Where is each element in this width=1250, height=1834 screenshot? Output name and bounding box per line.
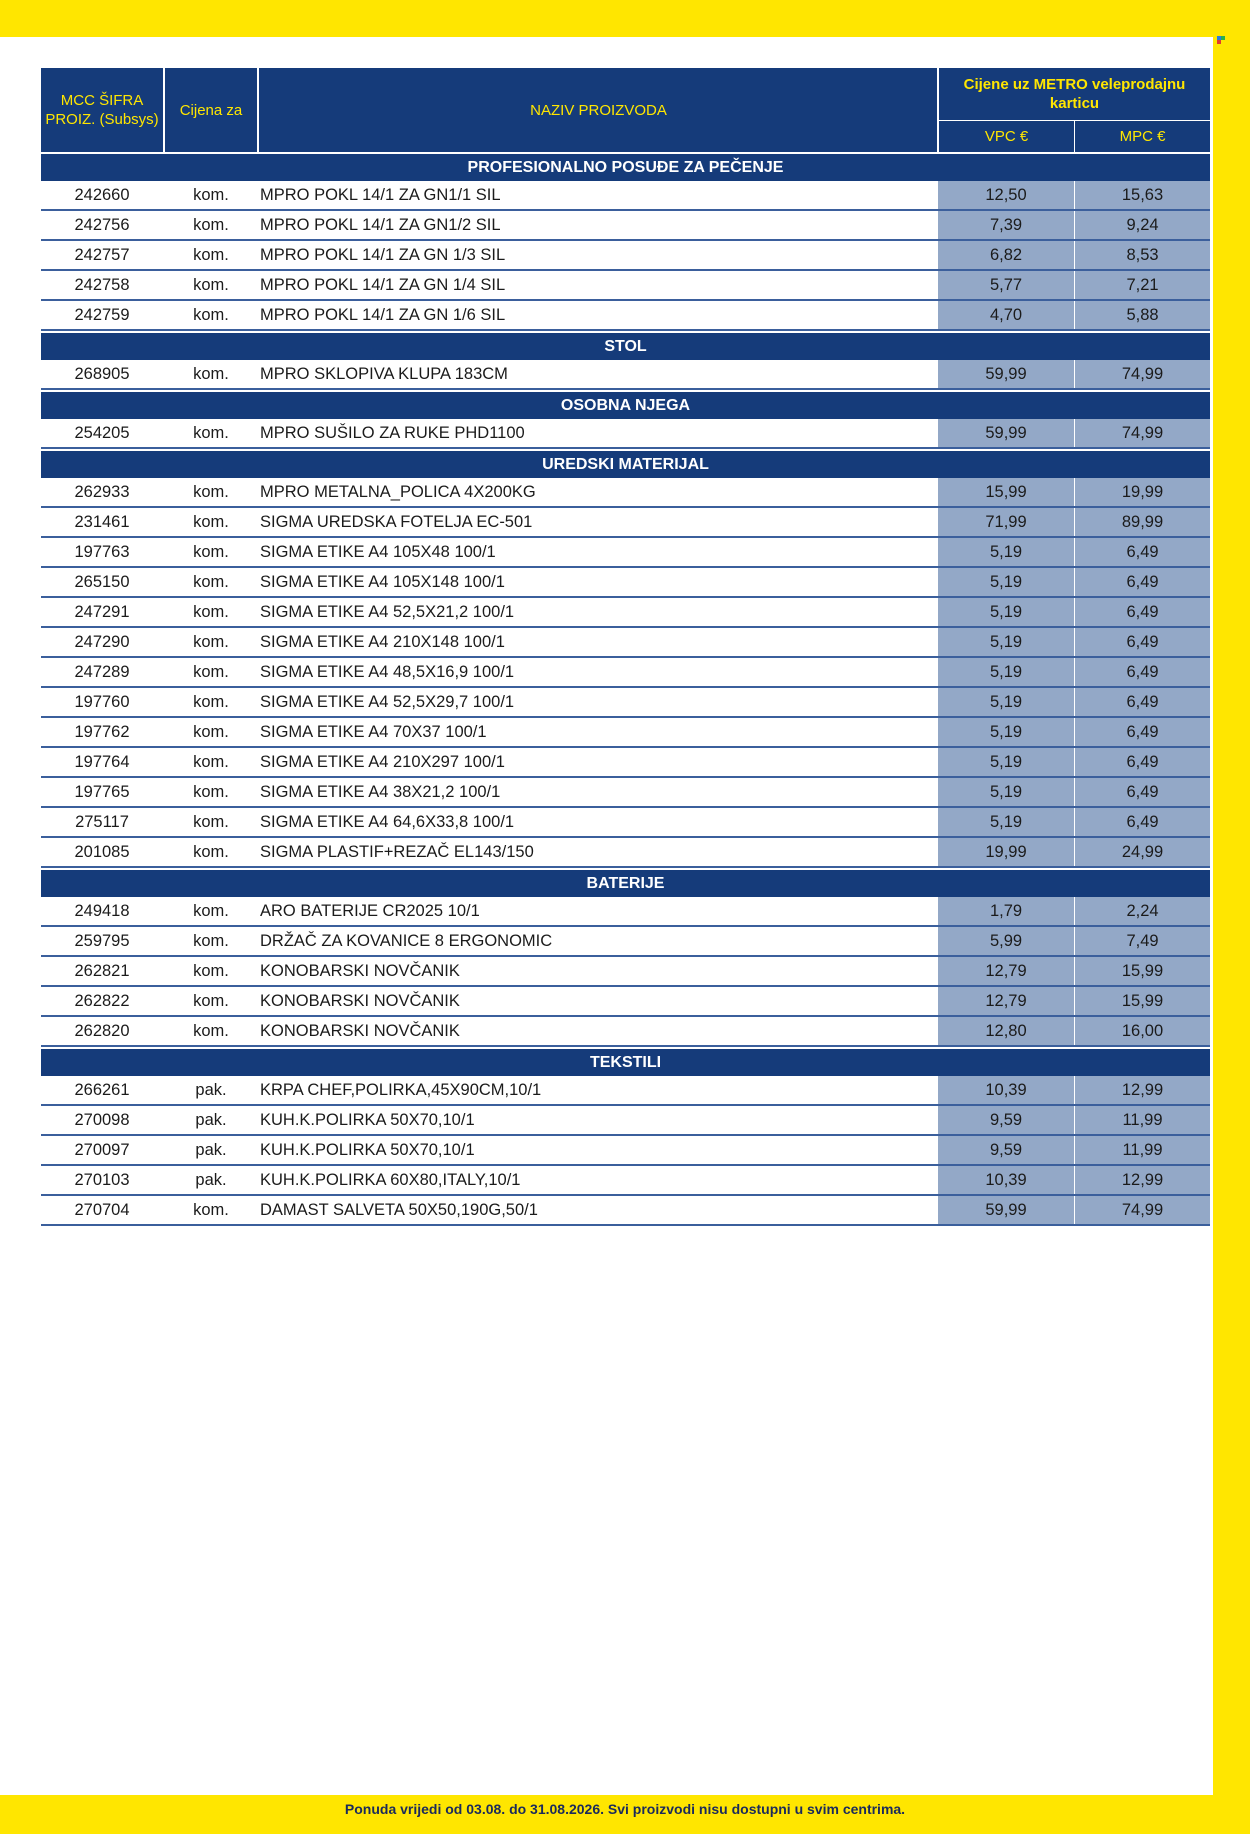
price-unit: pak.: [195, 1111, 227, 1129]
table-row: [41, 478, 1210, 508]
table-row: [41, 1076, 1210, 1106]
price-unit: kom.: [193, 693, 229, 711]
table-row: [41, 1166, 1210, 1196]
product-name: SIGMA ETIKE A4 52,5X21,2 100/1: [260, 603, 515, 621]
price-mpc: 5,88: [1075, 301, 1210, 329]
price-vpc: 5,19: [938, 748, 1074, 776]
product-code: 197762: [74, 723, 130, 741]
price-unit: kom.: [193, 843, 229, 861]
table-row: [41, 538, 1210, 568]
product-name: DRŽAČ ZA KOVANICE 8 ERGONOMIC: [260, 932, 553, 950]
table-row: [41, 897, 1210, 927]
product-code: 259795: [74, 932, 130, 950]
price-unit: kom.: [193, 753, 229, 771]
product-code: 197764: [74, 753, 130, 771]
price-mpc: 15,63: [1075, 181, 1210, 209]
table-row: [41, 241, 1210, 271]
price-vpc: 12,79: [938, 957, 1074, 985]
price-mpc: 19,99: [1075, 478, 1210, 506]
price-unit: kom.: [193, 573, 229, 591]
product-name: KUH.K.POLIRKA 50X70,10/1: [260, 1111, 475, 1129]
table-row: [41, 688, 1210, 718]
price-unit: kom.: [193, 483, 229, 501]
price-mpc: 9,24: [1075, 211, 1210, 239]
product-name: SIGMA ETIKE A4 38X21,2 100/1: [260, 783, 501, 801]
price-mpc: 15,99: [1075, 987, 1210, 1015]
product-code: 266261: [74, 1081, 130, 1099]
price-unit: pak.: [195, 1141, 227, 1159]
price-mpc: 8,53: [1075, 241, 1210, 269]
corner-color-mark: [1217, 36, 1225, 42]
table-row: [41, 957, 1210, 987]
price-mpc: 6,49: [1075, 598, 1210, 626]
table-row: [41, 718, 1210, 748]
product-name: MPRO METALNA_POLICA 4X200KG: [260, 483, 536, 501]
header-mpc: MPC €: [1119, 127, 1166, 145]
product-name: KONOBARSKI NOVČANIK: [260, 1022, 460, 1040]
price-vpc: 5,19: [938, 598, 1074, 626]
price-mpc: 6,49: [1075, 688, 1210, 716]
price-vpc: 4,70: [938, 301, 1074, 329]
product-code: 265150: [74, 573, 130, 591]
price-unit: kom.: [193, 663, 229, 681]
product-code: 247290: [74, 633, 130, 651]
section-header: [41, 154, 1210, 181]
product-name: SIGMA ETIKE A4 52,5X29,7 100/1: [260, 693, 515, 711]
section-title: BATERIJE: [586, 875, 665, 892]
price-vpc: 12,80: [938, 1017, 1074, 1045]
price-vpc: 71,99: [938, 508, 1074, 536]
price-vpc: 1,79: [938, 897, 1074, 925]
table-row: [41, 748, 1210, 778]
table-row: [41, 271, 1210, 301]
table-row: [41, 419, 1210, 449]
product-code: 262821: [74, 962, 130, 980]
product-name: SIGMA ETIKE A4 105X48 100/1: [260, 543, 496, 561]
price-unit: kom.: [193, 306, 229, 324]
table-row: [41, 301, 1210, 331]
price-vpc: 5,19: [938, 568, 1074, 596]
footer-note: Ponuda vrijedi od 03.08. do 31.08.2026. Svi proizvodi nisu dostupni u svim centrima.: [344, 1801, 906, 1817]
price-vpc: 12,79: [938, 987, 1074, 1015]
table-row: [41, 987, 1210, 1017]
price-unit: kom.: [193, 365, 229, 383]
table-row: [41, 211, 1210, 241]
price-vpc: 10,39: [938, 1166, 1074, 1194]
price-mpc: 6,49: [1075, 658, 1210, 686]
price-mpc: 6,49: [1075, 718, 1210, 746]
price-mpc: 2,24: [1075, 897, 1210, 925]
header-name: NAZIV PROIZVODA: [530, 101, 667, 119]
table-row: [41, 658, 1210, 688]
table-row: [41, 181, 1210, 211]
table-row: [41, 360, 1210, 390]
product-name: KRPA CHEF,POLIRKA,45X90CM,10/1: [260, 1081, 542, 1099]
table-row: [41, 568, 1210, 598]
product-code: 270704: [74, 1201, 130, 1219]
product-code: 242759: [74, 306, 130, 324]
price-vpc: 6,82: [938, 241, 1074, 269]
section-header: [41, 392, 1210, 419]
price-unit: kom.: [193, 723, 229, 741]
section-title: PROFESIONALNO POSUĐE ZA PEČENJE: [467, 159, 784, 176]
price-vpc: 9,59: [938, 1136, 1074, 1164]
price-unit: kom.: [193, 186, 229, 204]
price-unit: kom.: [193, 902, 229, 920]
section-header: [41, 451, 1210, 478]
price-mpc: 24,99: [1075, 838, 1210, 866]
product-code: 197763: [74, 543, 130, 561]
product-name: MPRO POKL 14/1 ZA GN1/1 SIL: [260, 186, 501, 204]
section-title: UREDSKI MATERIJAL: [542, 456, 709, 473]
price-mpc: 6,49: [1075, 628, 1210, 656]
price-mpc: 74,99: [1075, 360, 1210, 388]
price-mpc: 7,21: [1075, 271, 1210, 299]
price-vpc: 15,99: [938, 478, 1074, 506]
product-code: 268905: [74, 365, 130, 383]
product-code: 242758: [74, 276, 130, 294]
section-title: STOL: [604, 338, 647, 355]
price-table: [41, 68, 1210, 1226]
table-row: [41, 598, 1210, 628]
product-name: MPRO POKL 14/1 ZA GN1/2 SIL: [260, 216, 501, 234]
price-mpc: 7,49: [1075, 927, 1210, 955]
section-title: OSOBNA NJEGA: [560, 397, 691, 414]
right-yellow-bar: [1213, 0, 1250, 1834]
product-name: MPRO POKL 14/1 ZA GN 1/4 SIL: [260, 276, 506, 294]
product-name: KUH.K.POLIRKA 50X70,10/1: [260, 1141, 475, 1159]
table-row: [41, 508, 1210, 538]
top-yellow-bar: [0, 0, 1250, 37]
product-name: MPRO POKL 14/1 ZA GN 1/6 SIL: [260, 306, 506, 324]
price-mpc: 74,99: [1075, 419, 1210, 447]
header-vpc: VPC €: [984, 127, 1029, 145]
price-mpc: 74,99: [1075, 1196, 1210, 1224]
product-name: SIGMA ETIKE A4 105X148 100/1: [260, 573, 505, 591]
product-code: 249418: [74, 902, 130, 920]
price-vpc: 5,19: [938, 658, 1074, 686]
product-name: SIGMA ETIKE A4 210X148 100/1: [260, 633, 505, 651]
product-code: 201085: [74, 843, 130, 861]
price-vpc: 5,19: [938, 538, 1074, 566]
section-header: [41, 333, 1210, 360]
product-name: ARO BATERIJE CR2025 10/1: [260, 902, 480, 920]
product-name: SIGMA ETIKE A4 70X37 100/1: [260, 723, 487, 741]
price-vpc: 59,99: [938, 360, 1074, 388]
price-unit: kom.: [193, 424, 229, 442]
price-mpc: 12,99: [1075, 1166, 1210, 1194]
product-name: SIGMA PLASTIF+REZAČ EL143/150: [260, 843, 534, 861]
product-code: 242660: [74, 186, 130, 204]
price-vpc: 59,99: [938, 419, 1074, 447]
product-code: 270098: [74, 1111, 130, 1129]
price-unit: kom.: [193, 246, 229, 264]
price-vpc: 5,19: [938, 808, 1074, 836]
product-code: 242757: [74, 246, 130, 264]
product-name: MPRO SKLOPIVA KLUPA 183CM: [260, 365, 508, 383]
price-vpc: 5,99: [938, 927, 1074, 955]
price-mpc: 6,49: [1075, 568, 1210, 596]
header-prices-group: Cijene uz METRO veleprodajnu karticu: [963, 76, 1186, 112]
product-code: 247291: [74, 603, 130, 621]
table-header: [41, 68, 1210, 152]
product-name: SIGMA ETIKE A4 64,6X33,8 100/1: [260, 813, 515, 831]
table-row: [41, 808, 1210, 838]
table-row: [41, 628, 1210, 658]
price-vpc: 5,19: [938, 628, 1074, 656]
product-code: 197760: [74, 693, 130, 711]
price-mpc: 15,99: [1075, 957, 1210, 985]
price-unit: kom.: [193, 783, 229, 801]
product-name: MPRO POKL 14/1 ZA GN 1/3 SIL: [260, 246, 506, 264]
product-code: 275117: [75, 813, 129, 831]
price-mpc: 6,49: [1075, 808, 1210, 836]
product-name: MPRO SUŠILO ZA RUKE PHD1100: [260, 424, 525, 442]
price-mpc: 6,49: [1075, 778, 1210, 806]
table-body: [41, 154, 1210, 1226]
price-unit: kom.: [193, 513, 229, 531]
price-unit: kom.: [193, 932, 229, 950]
product-code: 262933: [74, 483, 130, 501]
product-name: KONOBARSKI NOVČANIK: [260, 992, 460, 1010]
table-row: [41, 1106, 1210, 1136]
price-vpc: 7,39: [938, 211, 1074, 239]
price-mpc: 89,99: [1075, 508, 1210, 536]
price-unit: kom.: [193, 276, 229, 294]
product-name: SIGMA ETIKE A4 48,5X16,9 100/1: [260, 663, 515, 681]
product-code: 262820: [74, 1022, 130, 1040]
price-mpc: 12,99: [1075, 1076, 1210, 1104]
product-name: KONOBARSKI NOVČANIK: [260, 962, 460, 980]
product-code: 270097: [74, 1141, 130, 1159]
product-code: 197765: [74, 783, 130, 801]
price-unit: kom.: [193, 1022, 229, 1040]
price-unit: kom.: [193, 992, 229, 1010]
price-mpc: 6,49: [1075, 538, 1210, 566]
product-name: KUH.K.POLIRKA 60X80,ITALY,10/1: [260, 1171, 521, 1189]
table-row: [41, 778, 1210, 808]
product-code: 270103: [74, 1171, 130, 1189]
price-unit: kom.: [193, 962, 229, 980]
price-vpc: 12,50: [938, 181, 1074, 209]
price-vpc: 5,19: [938, 778, 1074, 806]
price-vpc: 5,19: [938, 718, 1074, 746]
price-mpc: 11,99: [1075, 1136, 1210, 1164]
section-header: [41, 870, 1210, 897]
price-mpc: 16,00: [1075, 1017, 1210, 1045]
price-vpc: 59,99: [938, 1196, 1074, 1224]
product-code: 247289: [74, 663, 130, 681]
price-unit: pak.: [195, 1081, 227, 1099]
price-vpc: 5,19: [938, 688, 1074, 716]
product-code: 231461: [74, 513, 130, 531]
price-unit: kom.: [193, 633, 229, 651]
table-row: [41, 927, 1210, 957]
product-name: SIGMA ETIKE A4 210X297 100/1: [260, 753, 505, 771]
price-vpc: 10,39: [938, 1076, 1074, 1104]
product-name: SIGMA UREDSKA FOTELJA EC-501: [260, 513, 533, 531]
table-row: [41, 1136, 1210, 1166]
price-unit: kom.: [193, 603, 229, 621]
table-row: [41, 838, 1210, 868]
product-code: 254205: [74, 424, 130, 442]
header-code: MCC ŠIFRA PROIZ. (Subsys): [45, 92, 159, 128]
price-mpc: 6,49: [1075, 748, 1210, 776]
price-vpc: 19,99: [938, 838, 1074, 866]
price-vpc: 5,77: [938, 271, 1074, 299]
product-code: 262822: [74, 992, 130, 1010]
price-unit: kom.: [193, 1201, 229, 1219]
product-code: 242756: [74, 216, 130, 234]
price-unit: kom.: [193, 216, 229, 234]
price-unit: pak.: [195, 1171, 227, 1189]
table-row: [41, 1017, 1210, 1047]
price-mpc: 11,99: [1075, 1106, 1210, 1134]
price-unit: kom.: [193, 813, 229, 831]
section-header: [41, 1049, 1210, 1076]
price-vpc: 9,59: [938, 1106, 1074, 1134]
table-row: [41, 1196, 1210, 1226]
product-name: DAMAST SALVETA 50X50,190G,50/1: [260, 1201, 538, 1219]
header-unit: Cijena za: [179, 101, 243, 119]
price-unit: kom.: [193, 543, 229, 561]
section-title: TEKSTILI: [589, 1054, 662, 1071]
